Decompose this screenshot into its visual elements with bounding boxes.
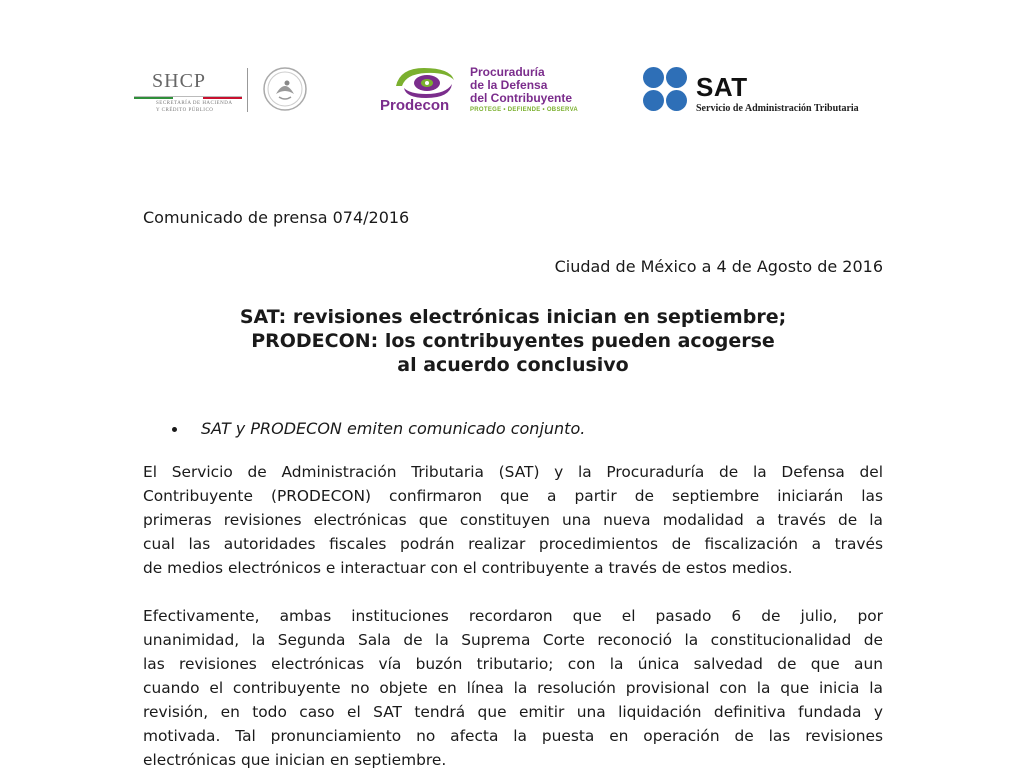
paragraph-line: cuando el contribuyente no objete en línea la resolución provisional con la que inicia la <box>143 679 883 697</box>
sat-four-dots-icon <box>642 66 688 112</box>
headline-line: PRODECON: los contribuyentes pueden acogerse <box>251 330 775 352</box>
paragraph-2 <box>143 604 883 772</box>
prodecon-tagline: PROTEGE • DEFIENDE • OBSERVA <box>470 107 579 113</box>
mexican-coat-of-arms-icon <box>262 66 308 112</box>
prodecon-wordmark: Prodecon <box>380 97 450 114</box>
paragraph-line: unanimidad, la Segunda Sala de la Suprema Corte reconoció la constitucionalidad de <box>143 631 883 649</box>
prodecon-logo <box>380 64 620 120</box>
prodecon-line1: Procuraduría <box>470 65 545 79</box>
paragraph-line: Contribuyente (PRODECON) confirmaron que a partir de septiembre iniciarán las <box>143 487 883 505</box>
headline-line: al acuerdo conclusivo <box>397 354 629 376</box>
paragraph-line: las revisiones electrónicas vía buzón tributario; con la única salvedad de que aun <box>143 655 883 673</box>
paragraph-1 <box>143 460 883 580</box>
prodecon-line2: de la Defensa <box>470 78 548 92</box>
headline <box>143 305 883 377</box>
paragraph-line: motivada. Tal pronunciamiento no afecta la puesta en operación de las revisiones <box>143 727 883 745</box>
shcp-logo <box>134 66 314 118</box>
shcp-subtitle-line1: SECRETARÍA DE HACIENDA <box>156 101 233 106</box>
paragraph-line: de medios electrónicos e interactuar con el contribuyente a través de estos medios. <box>143 559 793 577</box>
prodecon-swirl-icon <box>390 64 460 98</box>
shcp-divider <box>247 68 248 112</box>
paragraph-line: cual las autoridades fiscales podrán realizar procedimientos de fiscalización a través <box>143 535 883 553</box>
paragraph-line: electrónicas que inician en septiembre. <box>143 751 447 769</box>
date-line: Ciudad de México a 4 de Agosto de 2016 <box>554 257 883 276</box>
sat-subtitle: Servicio de Administración Tributaria <box>696 103 859 114</box>
logo-header <box>0 0 1024 140</box>
paragraph-line: El Servicio de Administración Tributaria (SAT) y la Procuraduría de la Defensa del <box>143 463 883 481</box>
sat-logo <box>642 66 902 114</box>
paragraph-line: Efectivamente, ambas instituciones recordaron que el pasado 6 de julio, por <box>143 607 883 625</box>
headline-line: SAT: revisiones electrónicas inician en septiembre; <box>239 306 787 328</box>
paragraph-line: primeras revisiones electrónicas que constituyen una nueva modalidad a través de la <box>143 511 883 529</box>
shcp-subtitle-line2: Y CRÉDITO PÚBLICO <box>156 108 214 113</box>
bullet-text: SAT y PRODECON emiten comunicado conjunto. <box>201 419 586 438</box>
bullet-dot-icon <box>172 427 177 432</box>
sat-wordmark: SAT <box>696 72 748 102</box>
press-release-number: Comunicado de prensa 074/2016 <box>143 208 410 227</box>
shcp-wordmark: SHCP <box>152 70 207 92</box>
shcp-flag-rule <box>134 96 242 99</box>
prodecon-line3: del Contribuyente <box>470 91 573 105</box>
paragraph-line: revisión, en todo caso el SAT tendrá que emitir una liquidación definitiva fundada y <box>143 703 883 721</box>
